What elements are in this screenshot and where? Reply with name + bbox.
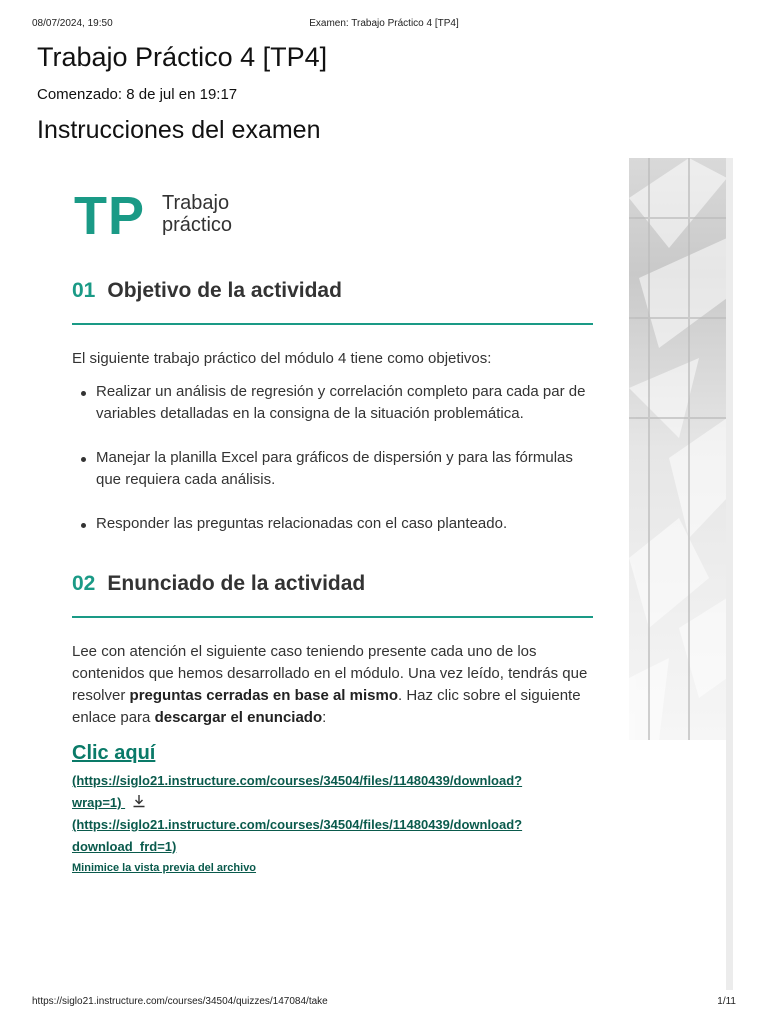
tp-logo-line1: Trabajo (162, 192, 230, 214)
page-scrollbar[interactable] (726, 158, 733, 990)
download-icon[interactable] (131, 793, 147, 816)
objectives-list (72, 381, 597, 557)
url-text: (https://siglo21.instructure.com/courses/34504/files/11480439/download? (72, 773, 523, 788)
paragraph-text: . Haz clic sobre el siguiente enlace para (72, 687, 581, 726)
page-title: Trabajo Práctico 4 [TP4] (37, 42, 328, 72)
download-url-frd-link[interactable] (72, 814, 592, 858)
print-datetime: 08/07/2024, 19:50 (32, 18, 113, 29)
print-page-number: 1/11 (717, 996, 736, 1007)
objectives-intro: El siguiente trabajo práctico del módulo 4 tiene como objetivos: (72, 350, 492, 367)
paragraph-text: : (322, 709, 327, 726)
url-text: download_frd=1) (72, 839, 177, 854)
abstract-branches-graphic (629, 158, 727, 740)
minimize-preview-link[interactable]: Minimice la vista previa del archivo (72, 862, 257, 874)
clic-aqui-link[interactable]: Clic aquí (72, 742, 156, 764)
section-objetivo-heading (72, 279, 342, 309)
print-header (32, 18, 736, 30)
section-number: 01 (72, 279, 96, 302)
section-title: Enunciado de la actividad (107, 572, 366, 595)
list-item: Manejar la planilla Excel para gráficos de dispersión y para las fórmulas que requiera cada análisis. (72, 447, 597, 491)
print-footer-url: https://siglo21.instructure.com/courses/34504/quizzes/147084/take (32, 996, 328, 1007)
tp-logo-letters: TP (74, 186, 146, 246)
decorative-side-image (629, 158, 727, 740)
section-divider (72, 616, 593, 618)
list-item: Responder las preguntas relacionadas con el caso planteado. (72, 513, 597, 535)
url-text: (https://siglo21.instructure.com/courses/34504/files/11480439/download? (72, 817, 523, 832)
section-enunciado-heading (72, 572, 365, 602)
paragraph-text: Lee con atención el siguiente caso teniendo presente cada uno de los contenidos que hemos desarrollado en el módulo. Una vez leído, tendrás que resolver (72, 643, 588, 704)
instructions-title: Instrucciones del examen (37, 116, 321, 144)
enunciado-paragraph (72, 641, 592, 729)
tp-logo-caption (162, 192, 302, 236)
section-title: Objetivo de la actividad (107, 279, 342, 302)
paragraph-bold: preguntas cerradas en base al mismo (129, 687, 398, 704)
url-text: wrap=1) (72, 795, 122, 810)
list-item: Realizar un análisis de regresión y correlación completo para cada par de variables detalladas en la consigna de la situación problemática. (72, 381, 597, 425)
download-url-wrap-link[interactable] (72, 770, 592, 816)
section-divider (72, 323, 593, 325)
section-number: 02 (72, 572, 96, 595)
started-timestamp: Comenzado: 8 de jul en 19:17 (37, 86, 238, 103)
print-title: Examen: Trabajo Práctico 4 [TP4] (309, 18, 459, 29)
tp-logo-line2: práctico (162, 214, 233, 236)
paragraph-bold: descargar el enunciado (154, 709, 323, 726)
